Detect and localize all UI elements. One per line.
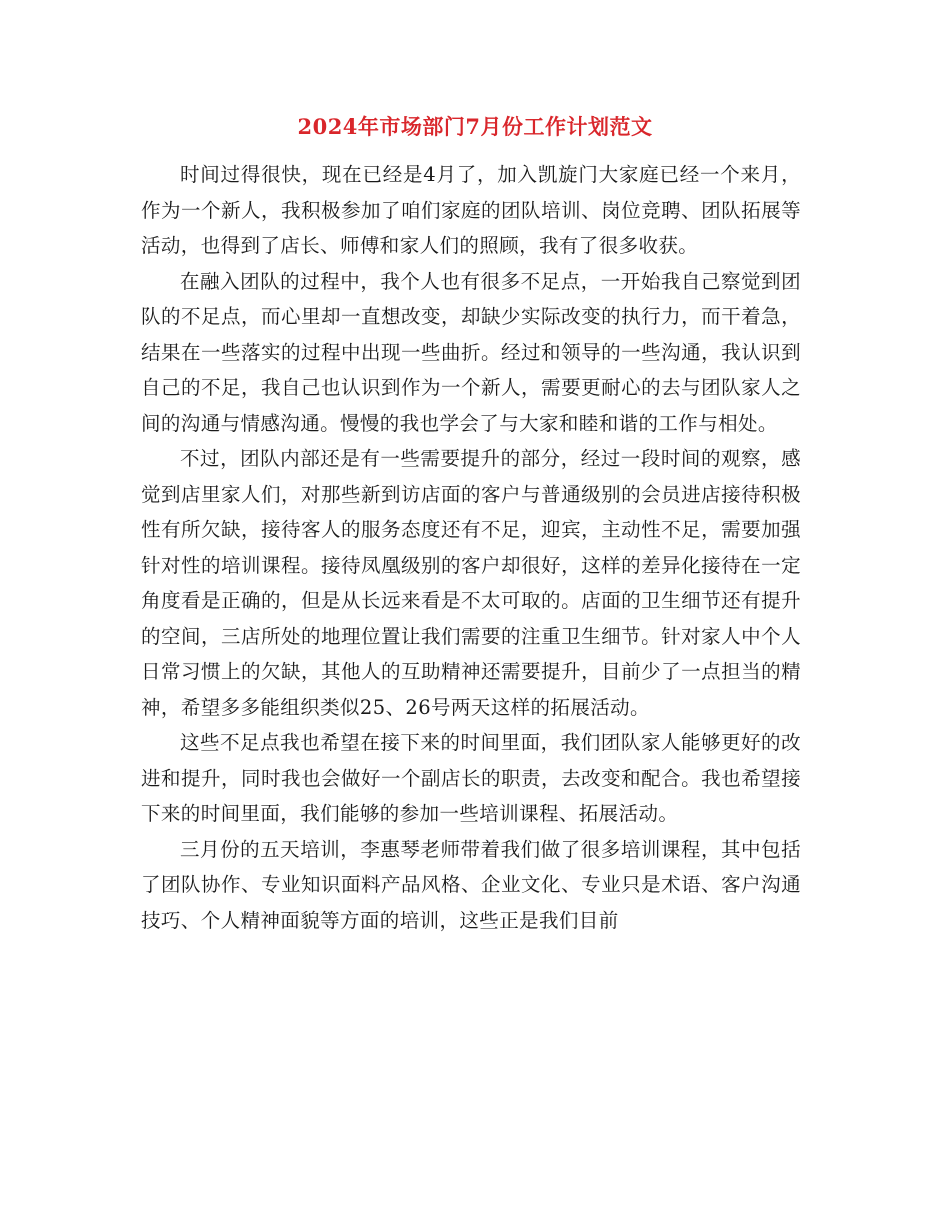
paragraph: 这些不足点我也希望在接下来的时间里面，我们团队家人能够更好的改进和提升，同时我也会做好一个副店长的职责，去改变和配合。我也希望接下来的时间里面，我们能够的参加一些培训课程、拓展活动。 (141, 731, 801, 825)
paragraph: 不过，团队内部还是有一些需要提升的部分，经过一段时间的观察，感觉到店里家人们，对那些新到访店面的客户与普通级别的会员进店接待积极性有所欠缺，接待客人的服务态度还有不足，迎宾，主动性不足，需要加强针对性的培训课程。接待凤凰级别的客户却很好，这样的差异化接待在一定角度看是正确的，但是从长远来看是不太可取的。店面的卫生细节还有提升的空间，三店所处的地理位置让我们需要的注重卫生细节。针对家人中个人日常习惯上的欠缺，其他人的互助精神还需要提升，目前少了一点担当的精神，希望多多能组织类似25、26号两天这样的拓展活动。 (141, 447, 801, 719)
document-title: 2024年市场部门7月份工作计划范文 (297, 114, 653, 139)
document-body (141, 157, 801, 938)
paragraph: 在融入团队的过程中，我个人也有很多不足点，一开始我自己察觉到团队的不足点，而心里却一直想改变，却缺少实际改变的执行力，而干着急，结果在一些落实的过程中出现一些曲折。经过和领导的一些沟通，我认识到自己的不足，我自己也认识到作为一个新人，需要更耐心的去与团队家人之间的沟通与情感沟通。慢慢的我也学会了与大家和睦和谐的工作与相处。 (141, 269, 801, 435)
paragraph: 时间过得很快，现在已经是4月了，加入凯旋门大家庭已经一个来月，作为一个新人，我积极参加了咱们家庭的团队培训、岗位竞聘、团队拓展等活动，也得到了店长、师傅和家人们的照顾，我有了很多收获。 (141, 163, 801, 257)
paragraph: 三月份的五天培训，李惠琴老师带着我们做了很多培训课程，其中包括了团队协作、专业知识面料产品风格、企业文化、专业只是术语、客户沟通技巧、个人精神面貌等方面的培训，这些正是我们目前 (141, 837, 801, 932)
